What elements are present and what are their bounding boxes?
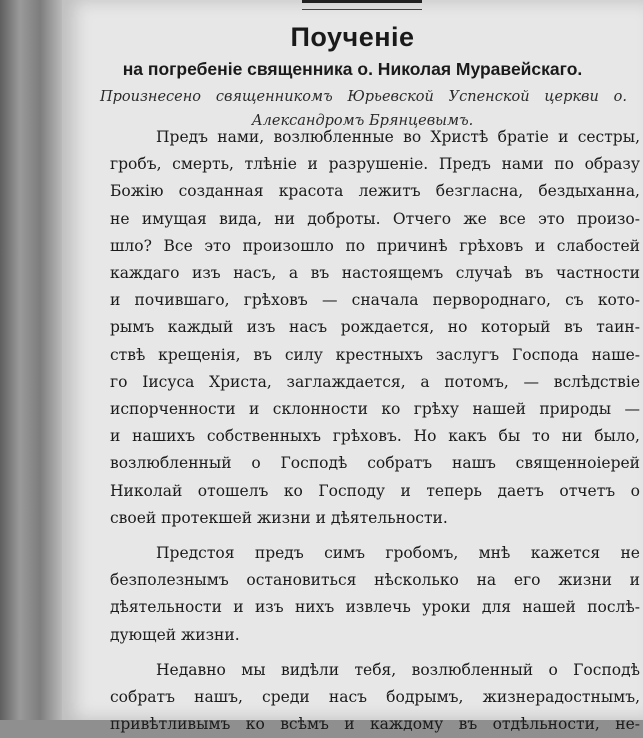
byline-line-2: Александромъ Брянцевымъ. — [251, 113, 474, 129]
text-line: каждаго изъ насъ, а въ настоящемъ случаѣ въ частности — [110, 264, 640, 283]
text-line: рымъ каждый изъ насъ рождается, но который въ таин- — [110, 318, 640, 337]
text-line: своей протекшей жизни и дѣятельности. — [110, 508, 448, 527]
paragraph-1 — [110, 124, 640, 532]
text-line: го Іисуса Христа, заглаждается, а потомъ, — вслѣдствіе — [110, 372, 640, 391]
text-line: не имущая вида, ни доброты. Отчего же все это произо- — [110, 209, 640, 228]
paragraph-3 — [110, 657, 640, 738]
article-body — [110, 124, 640, 738]
text-line: возлюбленный о Господѣ собратъ нашъ священноіерей — [110, 454, 640, 473]
text-line: Божію созданная красота лежитъ безгласна, бездыханна, — [110, 182, 640, 201]
text-line: Предстоя предъ симъ гробомъ, мнѣ кажется не — [156, 544, 640, 563]
text-line: шло? Все это произошло по причинѣ грѣховъ и слабостей — [110, 236, 640, 255]
text-line: привѣтливымъ ко всѣмъ и каждому въ отдѣльности, не- — [110, 715, 640, 734]
text-line: гробъ, смерть, тлѣніе и разрушеніе. Предъ нами по образу — [110, 155, 640, 174]
text-line: Недавно мы видѣли тебя, возлюбленный о Господѣ — [156, 660, 640, 679]
book-page — [62, 0, 643, 734]
text-line: дующей жизни. — [110, 625, 240, 644]
text-line: и почившаго, грѣховъ — сначала первороднаго, съ кото- — [110, 291, 640, 310]
article-subtitle: на погребеніе священника о. Николая Муравейскаго. — [122, 59, 583, 79]
article-header — [62, 22, 643, 133]
text-line: собратъ нашъ, среди насъ бодрымъ, жизнерадостнымъ, — [110, 688, 640, 707]
paragraph-2 — [110, 540, 640, 649]
text-line: дѣятельности и изъ нихъ извлечь уроки для нашей послѣ- — [110, 598, 640, 617]
text-line: Николай отошелъ ко Господу и теперь даетъ отчетъ о — [110, 481, 640, 500]
text-line: ствѣ крещенія, въ силу крестныхъ заслугъ Господа наше- — [110, 345, 640, 364]
book-spine-edge — [0, 0, 62, 720]
text-line: безполезнымъ остановиться нѣсколько на его жизни и — [110, 571, 640, 590]
text-line: и нашихъ собственныхъ грѣховъ. Но какъ бы то ни было, — [110, 427, 640, 446]
header-rule — [302, 0, 422, 10]
article-title: Поученіе — [290, 22, 415, 52]
text-line: Предъ нами, возлюбленные во Христѣ братіе и сестры, — [156, 128, 640, 146]
text-line: испорченности и склонности ко грѣху нашей природы — — [110, 400, 640, 419]
byline-line-1: Произнесено священникомъ Юрьевской Успенской церкви о. — [100, 89, 627, 105]
